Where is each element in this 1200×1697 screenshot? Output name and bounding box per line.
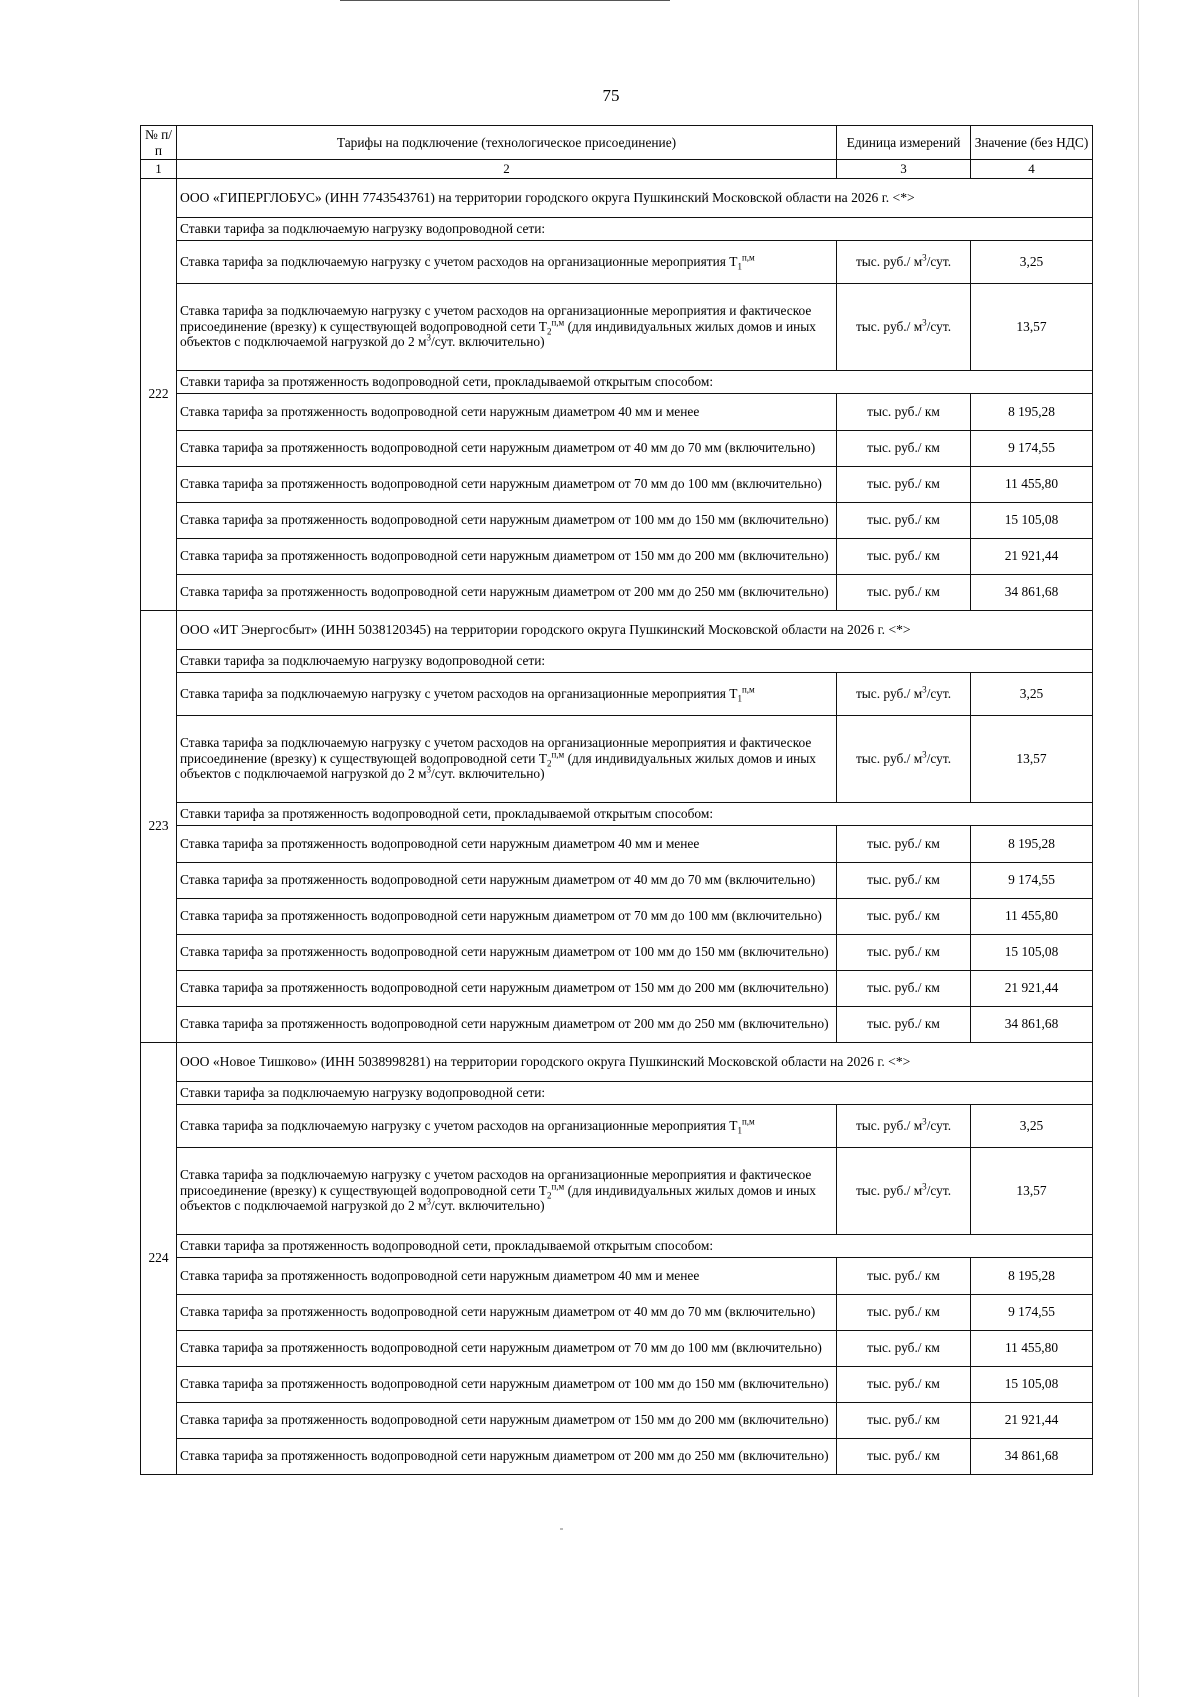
value-cell: 9 174,55 (971, 430, 1093, 466)
value-cell: 13,57 (971, 1147, 1093, 1234)
value-cell: 9 174,55 (971, 1294, 1093, 1330)
unit-cell: тыс. руб./ км (837, 1438, 971, 1474)
header-unit: Единица измерений (837, 126, 971, 160)
value-cell: 3,25 (971, 240, 1093, 283)
rate-description: Ставка тарифа за подключаемую нагрузку с учетом расходов на организационные мероприятия и фактическое присоединение (врезку) к существующей водопроводной сети $T_2^{п,м}$ (для индивидуальных жилых домов и иных объектов с подключаемой нагрузкой до 2 $м^3$/сут. включительно) (177, 1147, 837, 1234)
unit-cell: тыс. руб./ км (837, 1294, 971, 1330)
rate-description: Ставка тарифа за протяженность водопроводной сети наружным диаметром 40 мм и менее (177, 393, 837, 430)
section-row (141, 802, 1093, 825)
section-network-length: Ставки тарифа за протяженность водопроводной сети, прокладываемой открытым способом: (177, 370, 1093, 393)
table-row (141, 825, 1093, 862)
scan-speck (560, 1528, 563, 1530)
section-row (141, 649, 1093, 672)
unit-cell: тыс. руб./ км (837, 393, 971, 430)
unit-cell: тыс. руб./ км (837, 970, 971, 1006)
table-row (141, 934, 1093, 970)
value-cell: 9 174,55 (971, 862, 1093, 898)
table-row (141, 283, 1093, 370)
value-cell: 11 455,80 (971, 1330, 1093, 1366)
tariff-table (140, 125, 1093, 1475)
rate-description: Ставка тарифа за протяженность водопроводной сети наружным диаметром 40 мм и менее (177, 1257, 837, 1294)
row-number: 223 (141, 610, 177, 1042)
organization-row (141, 610, 1093, 649)
rate-description: Ставка тарифа за подключаемую нагрузку с учетом расходов на организационные мероприятия $T_1^{п,м}$ (177, 672, 837, 715)
unit-cell: тыс. руб./ $м^3$/сут. (837, 1147, 971, 1234)
table-row (141, 715, 1093, 802)
section-connection-load: Ставки тарифа за подключаемую нагрузку водопроводной сети: (177, 217, 1093, 240)
column-index-row (141, 160, 1093, 178)
unit-cell: тыс. руб./ $м^3$/сут. (837, 715, 971, 802)
unit-cell: тыс. руб./ км (837, 934, 971, 970)
section-row (141, 370, 1093, 393)
table-row (141, 538, 1093, 574)
value-cell: 8 195,28 (971, 393, 1093, 430)
rate-description: Ставка тарифа за подключаемую нагрузку с учетом расходов на организационные мероприятия $T_1^{п,м}$ (177, 240, 837, 283)
value-cell: 34 861,68 (971, 1438, 1093, 1474)
unit-cell: тыс. руб./ км (837, 430, 971, 466)
section-row (141, 1081, 1093, 1104)
scan-side-line (1138, 0, 1139, 1697)
table-row (141, 430, 1093, 466)
table-row (141, 1257, 1093, 1294)
table-row (141, 1147, 1093, 1234)
table-row (141, 240, 1093, 283)
value-cell: 8 195,28 (971, 1257, 1093, 1294)
table-row (141, 466, 1093, 502)
value-cell: 34 861,68 (971, 1006, 1093, 1042)
unit-cell: тыс. руб./ км (837, 825, 971, 862)
value-cell: 13,57 (971, 283, 1093, 370)
row-number: 222 (141, 178, 177, 610)
value-cell: 15 105,08 (971, 934, 1093, 970)
unit-cell: тыс. руб./ км (837, 574, 971, 610)
unit-cell: тыс. руб./ $м^3$/сут. (837, 240, 971, 283)
rate-description: Ставка тарифа за протяженность водопроводной сети наружным диаметром от 200 мм до 250 мм (включительно) (177, 1006, 837, 1042)
rate-description: Ставка тарифа за протяженность водопроводной сети наружным диаметром от 150 мм до 200 мм (включительно) (177, 1402, 837, 1438)
value-cell: 15 105,08 (971, 1366, 1093, 1402)
value-cell: 8 195,28 (971, 825, 1093, 862)
organization-title: ООО «ИТ Энергосбыт» (ИНН 5038120345) на территории городского округа Пушкинский Московской области на 2026 г. <*> (177, 610, 1093, 649)
section-row (141, 217, 1093, 240)
unit-cell: тыс. руб./ км (837, 466, 971, 502)
unit-cell: тыс. руб./ км (837, 1402, 971, 1438)
rate-description: Ставка тарифа за протяженность водопроводной сети наружным диаметром от 40 мм до 70 мм (включительно) (177, 430, 837, 466)
table-row (141, 862, 1093, 898)
unit-cell: тыс. руб./ км (837, 502, 971, 538)
unit-cell: тыс. руб./ км (837, 862, 971, 898)
rate-description: Ставка тарифа за подключаемую нагрузку с учетом расходов на организационные мероприятия и фактическое присоединение (врезку) к существующей водопроводной сети $T_2^{п,м}$ (для индивидуальных жилых домов и иных объектов с подключаемой нагрузкой до 2 $м^3$/сут. включительно) (177, 715, 837, 802)
section-network-length: Ставки тарифа за протяженность водопроводной сети, прокладываемой открытым способом: (177, 802, 1093, 825)
value-cell: 21 921,44 (971, 970, 1093, 1006)
unit-cell: тыс. руб./ $м^3$/сут. (837, 672, 971, 715)
rate-description: Ставка тарифа за протяженность водопроводной сети наружным диаметром от 200 мм до 250 мм (включительно) (177, 1438, 837, 1474)
unit-cell: тыс. руб./ $м^3$/сут. (837, 283, 971, 370)
unit-cell: тыс. руб./ км (837, 1006, 971, 1042)
table-row (141, 1366, 1093, 1402)
table-row (141, 1330, 1093, 1366)
table-row (141, 970, 1093, 1006)
value-cell: 13,57 (971, 715, 1093, 802)
column-index: 2 (177, 160, 837, 178)
rate-description: Ставка тарифа за протяженность водопроводной сети наружным диаметром от 100 мм до 150 мм (включительно) (177, 502, 837, 538)
organization-title: ООО «Новое Тишково» (ИНН 5038998281) на территории городского округа Пушкинский Московской области на 2026 г. <*> (177, 1042, 1093, 1081)
organization-row (141, 1042, 1093, 1081)
unit-cell: тыс. руб./ км (837, 898, 971, 934)
rate-description: Ставка тарифа за подключаемую нагрузку с учетом расходов на организационные мероприятия и фактическое присоединение (врезку) к существующей водопроводной сети $T_2^{п,м}$ (для индивидуальных жилых домов и иных объектов с подключаемой нагрузкой до 2 $м^3$/сут. включительно) (177, 283, 837, 370)
section-network-length: Ставки тарифа за протяженность водопроводной сети, прокладываемой открытым способом: (177, 1234, 1093, 1257)
unit-cell: тыс. руб./ км (837, 1257, 971, 1294)
rate-description: Ставка тарифа за протяженность водопроводной сети наружным диаметром от 150 мм до 200 мм (включительно) (177, 970, 837, 1006)
unit-cell: тыс. руб./ $м^3$/сут. (837, 1104, 971, 1147)
rate-description: Ставка тарифа за протяженность водопроводной сети наружным диаметром от 100 мм до 150 мм (включительно) (177, 934, 837, 970)
header-title: Тарифы на подключение (технологическое присоединение) (177, 126, 837, 160)
section-row (141, 1234, 1093, 1257)
table-row (141, 574, 1093, 610)
rate-description: Ставка тарифа за протяженность водопроводной сети наружным диаметром от 70 мм до 100 мм (включительно) (177, 466, 837, 502)
header-value: Значение (без НДС) (971, 126, 1093, 160)
unit-cell: тыс. руб./ км (837, 538, 971, 574)
scan-top-line (340, 0, 670, 1)
organization-row (141, 178, 1093, 217)
rate-description: Ставка тарифа за протяженность водопроводной сети наружным диаметром от 40 мм до 70 мм (включительно) (177, 862, 837, 898)
rate-description: Ставка тарифа за протяженность водопроводной сети наружным диаметром от 200 мм до 250 мм (включительно) (177, 574, 837, 610)
table-row (141, 1438, 1093, 1474)
value-cell: 3,25 (971, 672, 1093, 715)
value-cell: 21 921,44 (971, 538, 1093, 574)
column-index: 1 (141, 160, 177, 178)
header-num: № п/п (141, 126, 177, 160)
column-index: 4 (971, 160, 1093, 178)
table-row (141, 1006, 1093, 1042)
unit-cell: тыс. руб./ км (837, 1330, 971, 1366)
column-index: 3 (837, 160, 971, 178)
table-row (141, 672, 1093, 715)
value-cell: 11 455,80 (971, 466, 1093, 502)
table-header-row (141, 126, 1093, 160)
value-cell: 21 921,44 (971, 1402, 1093, 1438)
table-row (141, 1294, 1093, 1330)
table-row (141, 1402, 1093, 1438)
value-cell: 34 861,68 (971, 574, 1093, 610)
table-row (141, 393, 1093, 430)
rate-description: Ставка тарифа за протяженность водопроводной сети наружным диаметром от 100 мм до 150 мм (включительно) (177, 1366, 837, 1402)
rate-description: Ставка тарифа за протяженность водопроводной сети наружным диаметром от 40 мм до 70 мм (включительно) (177, 1294, 837, 1330)
unit-cell: тыс. руб./ км (837, 1366, 971, 1402)
page-number: 75 (602, 86, 620, 105)
organization-title: ООО «ГИПЕРГЛОБУС» (ИНН 7743543761) на территории городского округа Пушкинский Московской области на 2026 г. <*> (177, 178, 1093, 217)
table-row (141, 1104, 1093, 1147)
table-row (141, 898, 1093, 934)
rate-description: Ставка тарифа за подключаемую нагрузку с учетом расходов на организационные мероприятия $T_1^{п,м}$ (177, 1104, 837, 1147)
value-cell: 11 455,80 (971, 898, 1093, 934)
rate-description: Ставка тарифа за протяженность водопроводной сети наружным диаметром от 150 мм до 200 мм (включительно) (177, 538, 837, 574)
rate-description: Ставка тарифа за протяженность водопроводной сети наружным диаметром 40 мм и менее (177, 825, 837, 862)
table-row (141, 502, 1093, 538)
section-connection-load: Ставки тарифа за подключаемую нагрузку водопроводной сети: (177, 1081, 1093, 1104)
section-connection-load: Ставки тарифа за подключаемую нагрузку водопроводной сети: (177, 649, 1093, 672)
value-cell: 15 105,08 (971, 502, 1093, 538)
value-cell: 3,25 (971, 1104, 1093, 1147)
rate-description: Ставка тарифа за протяженность водопроводной сети наружным диаметром от 70 мм до 100 мм (включительно) (177, 1330, 837, 1366)
rate-description: Ставка тарифа за протяженность водопроводной сети наружным диаметром от 70 мм до 100 мм (включительно) (177, 898, 837, 934)
row-number: 224 (141, 1042, 177, 1474)
